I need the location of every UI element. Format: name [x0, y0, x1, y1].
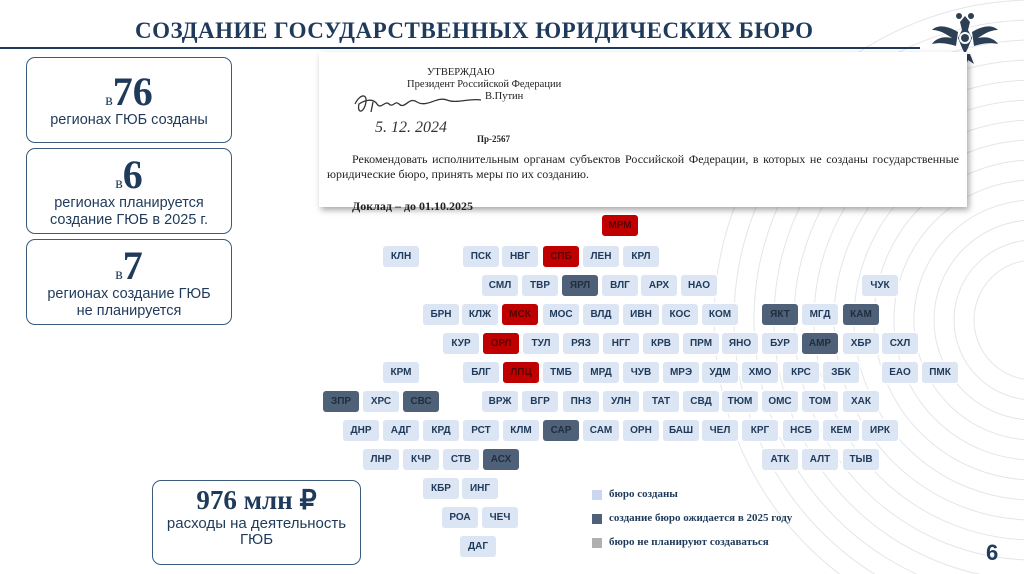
region-cell: ЛНР [363, 449, 399, 470]
expenses-box [152, 480, 361, 565]
stat-planned [26, 148, 232, 234]
region-cell: ХАК [843, 391, 879, 412]
stat-prefix: в [115, 175, 123, 192]
region-cell: ЯКТ [762, 304, 798, 325]
region-cell: ЧУК [862, 275, 898, 296]
region-cell: НСБ [783, 420, 819, 441]
region-cell: АСХ [483, 449, 519, 470]
stat-number: 7 [122, 243, 143, 288]
region-cell: РСТ [463, 420, 499, 441]
stat-prefix: в [105, 92, 113, 109]
region-cell: КРС [783, 362, 819, 383]
region-cell: ПРМ [683, 333, 719, 354]
region-cell: БЛГ [463, 362, 499, 383]
region-cell: ДАГ [460, 536, 496, 557]
region-cell: СТВ [443, 449, 479, 470]
approver-position: Президент Российской Федерации [407, 79, 562, 90]
region-cell: АМР [802, 333, 838, 354]
region-cell: ПСК [463, 246, 499, 267]
region-cell: КЕМ [823, 420, 859, 441]
region-cell: АЛТ [802, 449, 838, 470]
region-cell: УДМ [702, 362, 738, 383]
region-cell: АРХ [641, 275, 677, 296]
approval-heading: УТВЕРЖДАЮ [427, 67, 495, 78]
region-cell: ТМБ [543, 362, 579, 383]
region-cell: РОА [442, 507, 478, 528]
region-cell: ЕАО [882, 362, 918, 383]
region-cell: ТОМ [802, 391, 838, 412]
region-cell: МРМ [602, 215, 638, 236]
region-cell: САМ [583, 420, 619, 441]
region-cell: ЯРЛ [562, 275, 598, 296]
region-cell: АТК [762, 449, 798, 470]
region-cell: ИНГ [462, 478, 498, 499]
legend-label: создание бюро ожидается в 2025 году [609, 512, 793, 524]
title-divider [0, 47, 920, 49]
legend-swatch [592, 514, 602, 524]
region-cell: КЛМ [503, 420, 539, 441]
region-cell: БАШ [663, 420, 699, 441]
region-cell: ВГР [522, 391, 558, 412]
region-cell: ПНЗ [563, 391, 599, 412]
stat-not-planned [26, 239, 232, 325]
region-cell: ОРН [623, 420, 659, 441]
stat-number: 6 [122, 152, 143, 197]
stat-prefix: в [115, 266, 123, 283]
region-cell: ОМС [762, 391, 798, 412]
region-cell: СПБ [543, 246, 579, 267]
region-cell: УЛН [603, 391, 639, 412]
region-cell: КОС [662, 304, 698, 325]
region-cell: РЯЗ [563, 333, 599, 354]
region-cell: СВД [683, 391, 719, 412]
region-cell: КРМ [383, 362, 419, 383]
region-cell: МСК [502, 304, 538, 325]
region-cell: ТВР [522, 275, 558, 296]
page-number: 6 [986, 540, 999, 565]
region-cell: КРВ [643, 333, 679, 354]
region-cell: СВС [403, 391, 439, 412]
stat-created [26, 57, 232, 143]
signature-date: 5. 12. 2024 [375, 119, 447, 136]
region-cell: ИВН [623, 304, 659, 325]
region-cell: НВГ [502, 246, 538, 267]
stat-description: регионах создание ГЮБ не планируется [47, 286, 211, 319]
region-cell: КОМ [702, 304, 738, 325]
region-cell: ЛЕН [583, 246, 619, 267]
region-cell: ЛПЦ [503, 362, 539, 383]
region-cell: БРН [423, 304, 459, 325]
stat-description: регионах планируется создание ГЮБ в 2025 г. [50, 195, 208, 228]
region-cell: НГГ [603, 333, 639, 354]
region-cell: МГД [802, 304, 838, 325]
region-cell: ЧЕЧ [482, 507, 518, 528]
region-cell: ОРЛ [483, 333, 519, 354]
region-cell: ВЛГ [602, 275, 638, 296]
region-cell: КУР [443, 333, 479, 354]
region-cell: ХРС [363, 391, 399, 412]
region-cell: МРЭ [663, 362, 699, 383]
expenses-amount: 976 млн ₽ [196, 485, 317, 515]
region-cell: КРГ [742, 420, 778, 441]
legend-swatch [592, 538, 602, 548]
region-cell: БУР [762, 333, 798, 354]
expenses-description: расходы на деятельность ГЮБ [166, 515, 347, 548]
document-number: Пр-2567 [477, 134, 511, 144]
region-cell: ВРЖ [482, 391, 518, 412]
region-cell: ЧУВ [623, 362, 659, 383]
handwritten-signature [347, 82, 517, 140]
region-cell: НАО [681, 275, 717, 296]
legend-swatch [592, 490, 602, 500]
region-cell: ЧЕЛ [702, 420, 738, 441]
region-cell: ДНР [343, 420, 379, 441]
region-cell: ТЫВ [843, 449, 879, 470]
approver-name: В.Путин [485, 91, 524, 102]
region-cell: ЯНО [722, 333, 758, 354]
stat-description: регионах ГЮБ созданы [50, 112, 208, 128]
region-cell: МОС [543, 304, 579, 325]
region-cell: ИРК [862, 420, 898, 441]
region-cell: ЗПР [323, 391, 359, 412]
page-title: СОЗДАНИЕ ГОСУДАРСТВЕННЫХ ЮРИДИЧЕСКИХ БЮРО [135, 18, 814, 43]
region-cell: ХМО [742, 362, 778, 383]
decree-excerpt [319, 52, 967, 213]
region-cell: КЛН [383, 246, 419, 267]
region-cell: ПМК [922, 362, 958, 383]
region-cell: КЛЖ [462, 304, 498, 325]
region-cell: СМЛ [482, 275, 518, 296]
region-cell: ВЛД [583, 304, 619, 325]
region-cell: КРЛ [623, 246, 659, 267]
legend-label: бюро созданы [609, 488, 678, 500]
report-deadline: Доклад – до 01.10.2025 [352, 199, 474, 213]
region-cell: САР [543, 420, 579, 441]
region-cell: ХБР [843, 333, 879, 354]
region-cell: МРД [583, 362, 619, 383]
region-cell: ТУЛ [523, 333, 559, 354]
region-cell: КРД [423, 420, 459, 441]
region-cell: СХЛ [882, 333, 918, 354]
region-cell: ТАТ [643, 391, 679, 412]
region-cell: КАМ [843, 304, 879, 325]
stat-number: 76 [112, 69, 153, 114]
region-cell: АДГ [383, 420, 419, 441]
legend-label: бюро не планируют создаваться [609, 536, 769, 548]
recommendation-text: Рекомендовать исполнительным органам субъектов Российской Федерации, в которых не созданы государственные юридические бюро, принять меры по их созданию. [327, 152, 959, 181]
region-cell: КЧР [403, 449, 439, 470]
region-cell: ТЮМ [722, 391, 758, 412]
region-cell: ЗБК [823, 362, 859, 383]
region-cell: КБР [423, 478, 459, 499]
